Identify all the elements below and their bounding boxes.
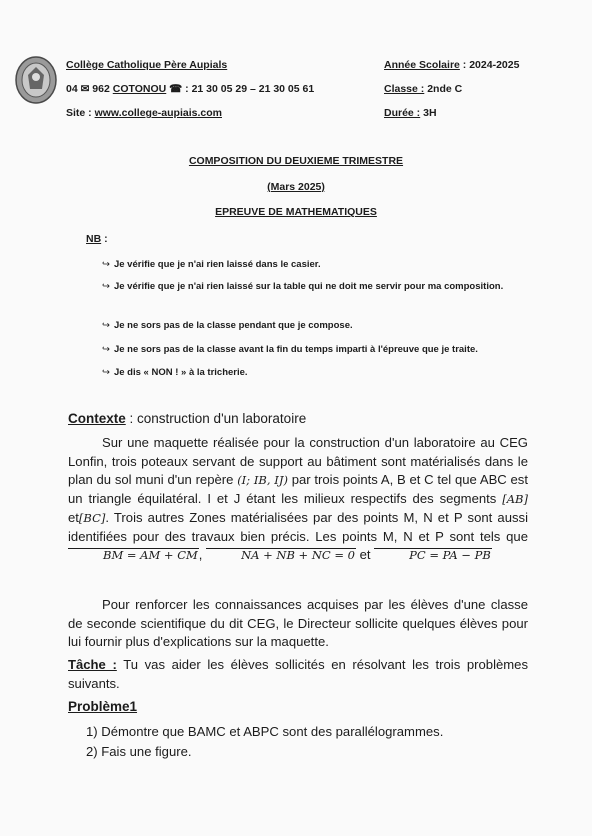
duration-value: 3H <box>423 107 437 119</box>
school-site <box>66 106 222 120</box>
contexte-paragraph-2: Pour renforcer les connaissances acquises par les élèves d'une classe de seconde scientifique du dit CEG, le Directeur sollicite quelques élèves pour lui fournir plus d'explications sur la maquette. <box>68 597 528 650</box>
site-label: Site : <box>66 107 92 119</box>
paragraph-text: Sur une maquette réalisée pour la construction d'un laboratoire au CEG Lonfin, trois poteaux servant de support au bâtiment sont matérialisés dans le plan du sol muni d'un repère <box>68 435 528 488</box>
vector-equation-n: NA + NB + NC = 0 <box>206 548 356 562</box>
list-item: 2) Fais une figure. <box>86 744 192 759</box>
vector-equation-m: BM = AM + CM <box>68 548 199 562</box>
year-value: : 2024-2025 <box>462 59 520 71</box>
segment-bc: [BC] <box>78 510 106 525</box>
nb-label: NB <box>86 233 102 245</box>
year-label: Année Scolaire <box>384 59 460 71</box>
contact-phone: ☎ : 21 30 05 29 – 21 30 05 61 <box>169 83 315 95</box>
list-item: 1) Démontre que BAMC et ABPC sont des parallélogrammes. <box>86 724 444 739</box>
contact-city: COTONOU <box>112 83 167 95</box>
school-seal-logo <box>14 55 58 105</box>
nb-colon: : <box>101 233 108 245</box>
exam-date: (Mars 2025) <box>267 181 325 193</box>
nb-item-text: Je dis « NON ! » à la tricherie. <box>113 367 248 378</box>
tache-label: Tâche : <box>68 657 117 672</box>
class-info <box>384 82 462 96</box>
hook-arrow-icon: ↪ <box>102 281 110 292</box>
hook-arrow-icon: ↪ <box>102 320 110 331</box>
school-contact <box>66 82 314 96</box>
site-url-link[interactable]: www.college-aupiais.com <box>94 107 222 119</box>
school-name: Collège Catholique Père Aupials <box>66 59 228 71</box>
nb-item <box>68 279 524 295</box>
nb-heading <box>86 233 108 246</box>
contexte-label: Contexte <box>68 411 126 426</box>
paragraph-text: . Trois autres Zones matérialisées par des points M, N et P sont aussi identifiées pour des travaux bien précis. Les points M, N et P sont tels que <box>68 509 528 544</box>
contact-postal: 04 ✉ 962 <box>66 83 110 95</box>
hook-arrow-icon: ↪ <box>102 367 110 378</box>
nb-item <box>102 258 321 271</box>
exam-subject: EPREUVE DE MATHEMATIQUES <box>215 206 377 218</box>
class-label: Classe : <box>384 83 425 95</box>
nb-item-text: Je vérifie que je n'ai rien laissé dans le casier. <box>113 259 321 270</box>
nb-item-text: Je ne sors pas de la classe avant la fin du temps imparti à l'épreuve que je traite. <box>113 344 478 355</box>
hook-arrow-icon: ↪ <box>102 344 110 355</box>
contexte-heading <box>68 410 528 429</box>
vector-equation-p: PC = PA − PB <box>374 548 492 562</box>
paragraph-text: et <box>355 547 375 563</box>
nb-item-text: Je ne sors pas de la classe pendant que je compose. <box>113 320 353 331</box>
duration-info <box>384 106 437 120</box>
tache-text: Tu vas aider les élèves sollicités en résolvant les trois problèmes suivants. <box>68 657 529 691</box>
nb-item-text: Je vérifie que je n'ai rien laissé sur la table qui ne doit me servir pour ma composition. <box>113 281 504 292</box>
exam-title: COMPOSITION DU DEUXIEME TRIMESTRE <box>188 155 404 167</box>
nb-item <box>102 343 478 356</box>
paragraph-text: par trois points A, B et C tel que ABC est un triangle équilatéral. I et J étant les milieux respectifs des segments <box>68 472 528 507</box>
contexte-paragraph-1: Sur une maquette réalisée pour la construction d'un laboratoire au CEG Lonfin, trois poteaux servant de support au bâtiment sont matérialisés dans le plan du sol muni d'un repère (I; IB, IJ) par trois points A, B et C tel que ABC est un triangle équilatéral. I et J étant les milieux respectifs des segments [AB] et[BC]. Trois autres Zones matérialisées par des points M, N et P sont aussi identifiées pour des travaux bien précis. Les points M, N et P sont tels que BM = AM + CM, NA + NB + NC = 0 et PC = PA − PB <box>68 435 528 563</box>
hook-arrow-icon: ↪ <box>102 259 110 270</box>
probleme1-heading: Problème1 <box>68 699 138 714</box>
repere-notation: (I; IB, IJ) <box>237 473 288 488</box>
nb-item <box>102 366 248 379</box>
contexte-title: : construction d'un laboratoire <box>125 411 307 426</box>
class-value: 2nde C <box>427 83 463 95</box>
tache-block <box>68 656 528 693</box>
duration-label: Durée : <box>384 107 421 119</box>
paragraph-text: et <box>68 509 79 525</box>
segment-ab: [AB] <box>502 492 528 507</box>
nb-item <box>102 319 353 332</box>
school-year <box>384 58 519 72</box>
